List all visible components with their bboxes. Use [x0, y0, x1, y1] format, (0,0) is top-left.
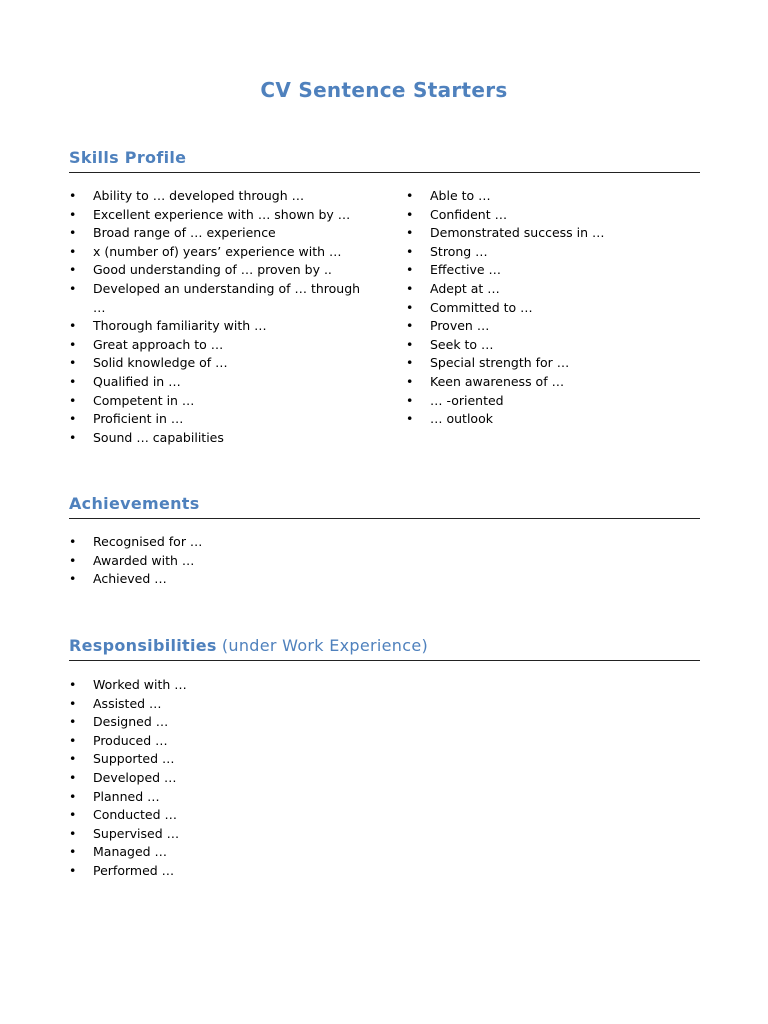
list-item: • Proficient in … [69, 410, 369, 429]
list-item: • Solid knowledge of … [69, 354, 369, 373]
list-item: • Seek to … [406, 336, 666, 355]
list-item: • Awarded with … [69, 552, 369, 571]
list-item: • Confident … [406, 206, 666, 225]
list-item: • Excellent experience with … shown by … [69, 206, 369, 225]
page-title: CV Sentence Starters [260, 78, 508, 102]
skills-profile-list-left [69, 187, 369, 447]
list-item: • Ability to … developed through … [69, 187, 369, 206]
list-item: • Great approach to … [69, 336, 369, 355]
responsibilities-list [69, 676, 369, 881]
list-item: • Broad range of … experience [69, 224, 369, 243]
list-item: • Supervised … [69, 825, 369, 844]
list-item: • … -oriented [406, 392, 666, 411]
list-item: • Supported … [69, 750, 369, 769]
list-item: • Competent in … [69, 392, 369, 411]
skills-profile-heading [69, 147, 700, 173]
list-item: • Good understanding of … proven by .. [69, 261, 369, 280]
list-item: • Planned … [69, 788, 369, 807]
list-item: • Conducted … [69, 806, 369, 825]
list-item: • Produced … [69, 732, 369, 751]
skills-profile-list-right [406, 187, 666, 429]
list-item: • … outlook [406, 410, 666, 429]
list-item: • Recognised for … [69, 533, 369, 552]
list-item: • Thorough familiarity with … [69, 317, 369, 336]
list-item: • Special strength for … [406, 354, 666, 373]
list-item: • Adept at … [406, 280, 666, 299]
list-item: • Strong … [406, 243, 666, 262]
list-item: • Worked with … [69, 676, 369, 695]
list-item: • Managed … [69, 843, 369, 862]
list-item: • Assisted … [69, 695, 369, 714]
achievements-heading-text: Achievements [69, 494, 200, 513]
list-item: • Demonstrated success in … [406, 224, 666, 243]
list-item: • x (number of) years’ experience with … [69, 243, 369, 262]
achievements-list [69, 533, 369, 589]
list-item: • Committed to … [406, 299, 666, 318]
list-item: • Designed … [69, 713, 369, 732]
list-item: • Able to … [406, 187, 666, 206]
list-item: • Performed … [69, 862, 369, 881]
list-item: • Proven … [406, 317, 666, 336]
achievements-heading [69, 493, 700, 519]
responsibilities-heading-note: (under Work Experience) [221, 636, 429, 655]
list-item: • Qualified in … [69, 373, 369, 392]
list-item: • Sound … capabilities [69, 429, 369, 448]
list-item: • Effective … [406, 261, 666, 280]
responsibilities-heading-text: Responsibilities [69, 636, 217, 655]
responsibilities-heading [69, 635, 700, 661]
list-item: • Achieved … [69, 570, 369, 589]
skills-profile-heading-text: Skills Profile [69, 148, 187, 167]
list-item: • Developed an understanding of … through … [69, 280, 369, 317]
list-item: • Developed … [69, 769, 369, 788]
list-item: • Keen awareness of … [406, 373, 666, 392]
